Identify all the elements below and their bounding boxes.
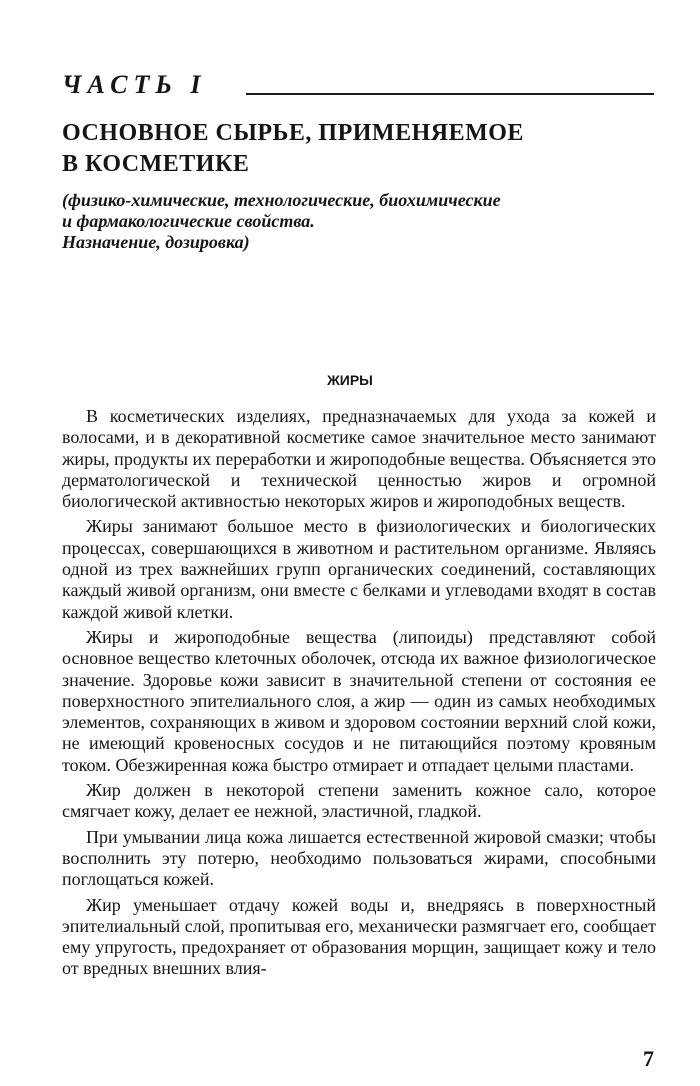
chapter-subtitle bbox=[62, 190, 672, 253]
chapter-subtitle-line-2: и фармакологические свойства. bbox=[62, 211, 315, 231]
page-number: 7 bbox=[643, 1046, 654, 1071]
part-heading: ЧАСТЬ I bbox=[62, 70, 207, 99]
chapter-subtitle-line-1: (физико-химические, технологические, биохимические bbox=[62, 190, 501, 210]
paragraph: При умывании лица кожа лишается естественной жировой смазки; чтобы восполнить эту потерю, необходимо пользоваться жирами, способными поглощаться кожей. bbox=[62, 826, 656, 890]
body-text bbox=[62, 406, 656, 984]
chapter-title-line-1: ОСНОВНОЕ СЫРЬЕ, ПРИМЕНЯЕМОЕ bbox=[62, 120, 524, 146]
paragraph: Жир уменьшает отдачу кожей воды и, внедряясь в поверхностный эпителиальный слой, пропитывая его, механически размягчает его, сообщает ему упругость, предохраняет от образования морщин, защищает кожу и тело от вредных внешних влия- bbox=[62, 894, 656, 979]
chapter-title-line-2: В КОСМЕТИКЕ bbox=[62, 151, 250, 177]
section-heading: ЖИРЫ bbox=[327, 372, 373, 388]
chapter-subtitle-line-3: Назначение, дозировка) bbox=[62, 232, 250, 252]
paragraph: Жир должен в некоторой степени заменить кожное сало, которое смягчает кожу, делает ее нежной, эластичной, гладкой. bbox=[62, 780, 656, 822]
paragraph: Жиры и жироподобные вещества (липоиды) представляют собой основное вещество клеточных оболочек, отсюда их важное физиологическое значение. Здоровье кожи зависит в значительной степени от состояния ее поверхностного эпителиального слоя, а жир — один из самых необходимых элементов, сохраняющих в живом и здоровом состоянии верхний слой кожи, не имеющий кровеносных сосудов и не питающийся поэтому кровяным током. Обезжиренная кожа быстро отмирает и отпадает целыми пластами. bbox=[62, 626, 656, 775]
paragraph: Жиры занимают большое место в физиологических и биологических процессах, совершающихся в животном и растительном организме. Являясь одной из трех важнейших групп органических соединений, составляющих каждый живой организм, они вместе с белками и углеводами входят в состав каждой живой клетки. bbox=[62, 516, 656, 622]
paragraph: В косметических изделиях, предназначаемых для ухода за кожей и волосами, и в декоративной косметике самое значительное место занимают жиры, продукты их переработки и жироподобные вещества. Объясняется это дерматологической и технической ценностью жиров и огромной биологической активностью некоторых жиров и жироподобных веществ. bbox=[62, 406, 656, 512]
chapter-title bbox=[62, 118, 662, 180]
part-heading-rule bbox=[246, 93, 654, 95]
